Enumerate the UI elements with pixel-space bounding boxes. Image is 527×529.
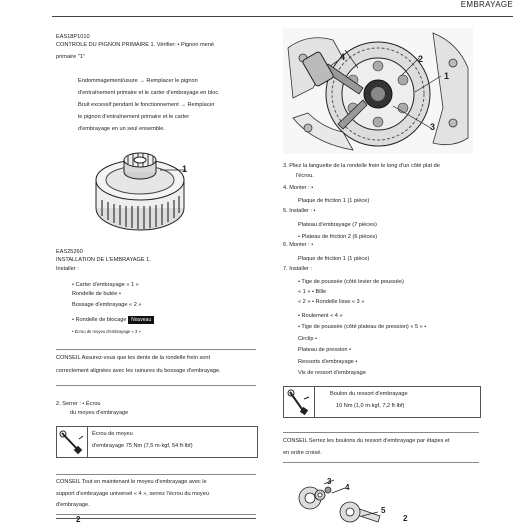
section-title: CONTROLE DU PIGNON PRIMAIRE 1. Vérifier: • Pignon mené — [56, 42, 215, 48]
conseil-text: support d'embrayage universel « 4 », serrez l'écrou du moyeu — [56, 491, 209, 497]
step-7-item: • Tige de poussée (côté plateau de pression) « 5 » • — [298, 324, 427, 330]
page-header-title: EMBRAYAGE — [460, 0, 513, 9]
header-rule — [52, 16, 513, 17]
bottom-callout-2: 2 — [403, 514, 408, 523]
conseil-text: CONSEIL Assurez-vous que les dents de la rondelle frein sont — [56, 355, 211, 361]
conseil-text: correctement alignées avec les rainures du bossage d'embrayage. — [56, 368, 221, 374]
step-7-item: • Tige de poussée (côté levier de poussée) — [298, 279, 404, 285]
conseil-rule — [56, 474, 256, 475]
step-3: 3. Pliez la languette de la rondelle frein le long d'un côté plat de — [283, 163, 440, 169]
callout-1: 1 — [444, 71, 450, 81]
conseil-text: d'embrayage. — [56, 502, 90, 508]
next-box-top — [56, 518, 256, 529]
step-4-item: Plaque de friction 1 (1 pièce) — [298, 198, 370, 204]
callout-1: 1 — [182, 164, 188, 174]
step-7-item: Plateau de pression • — [298, 347, 351, 353]
install-item: Rondelle de butée • — [72, 291, 121, 297]
step-5-item: Plateau d'embrayage (7 pièces) — [298, 222, 377, 228]
step-7: 7. Installer : — [283, 266, 312, 272]
damage-line: d'entraînement primaire et le carter d'embrayage en bloc. — [78, 90, 220, 96]
step-7-item: « 1 » • Bille — [298, 289, 327, 295]
step-7-item: • Roulement « 4 » — [298, 313, 343, 319]
lock-washer-item — [72, 317, 154, 324]
step-3-cont: l'écrou. — [296, 173, 314, 179]
conseil-rule — [283, 432, 479, 433]
push-rod-parts-illustration — [290, 476, 420, 525]
damage-line: d'embrayage en un seul ensemble. — [78, 126, 165, 132]
tighten-step: 2. Serrer : • Écrou — [56, 401, 101, 407]
callout-4: 4 — [340, 52, 346, 62]
callout-2: 2 — [418, 54, 424, 64]
conseil-text: CONSEIL Tout en maintenant le moyeu d'embrayage avec le — [56, 479, 207, 485]
conseil-rule — [56, 349, 256, 350]
step-4: 4. Monter : • — [283, 185, 314, 191]
step-6-item: Plaque de friction 1 (1 pièce) — [298, 256, 370, 262]
step-7-item: Ressorts d'embrayage • — [298, 359, 358, 365]
torque-wrench-cell — [284, 387, 315, 417]
step-5-item: • Plateau de friction 2 (6 pièces) — [298, 234, 378, 240]
torque-wrench-cell — [57, 427, 88, 457]
torque-spec-name: Boulon du ressort d'embrayage — [330, 391, 408, 397]
lock-washer-label: • Rondelle de blocage — [72, 317, 127, 323]
new-part-badge: Nouveau — [128, 316, 154, 324]
clutch-holder-illustration — [283, 28, 473, 154]
step-7-item: « 2 » • Rondelle lisse « 3 » — [298, 299, 365, 305]
step-7-item: Circlip • — [298, 336, 318, 342]
torque-spec-name: Écrou de moyeu — [92, 431, 133, 437]
install-label: Installer : — [56, 266, 79, 272]
conseil-rule — [283, 462, 479, 463]
conseil-text: CONSEIL Serrez les boulons du ressort d'embrayage par étapes et — [283, 438, 450, 444]
bottom-callout-5: 5 — [381, 506, 386, 515]
install-item-small: • Écrou de moyeu d'embrayage « 3 » — [72, 329, 141, 334]
torque-wrench-icon — [284, 387, 314, 417]
bottom-callout-3: 3 — [327, 477, 332, 486]
bottom-callout-4: 4 — [345, 483, 350, 492]
conseil-rule — [56, 514, 256, 515]
section-code: EAS18P1010 — [56, 34, 90, 40]
section-title: INSTALLATION DE L'EMBRAYAGE 1. — [56, 257, 151, 263]
step-7-item: Vis de ressort d'embrayage — [298, 370, 366, 376]
torque-spec-value: d'embrayage 75 Nm (7,5 m·kgf, 54 ft·lbf) — [92, 443, 193, 449]
step-6: 6. Monter : • — [283, 242, 314, 248]
damage-line: Bruit excessif pendant le fonctionnement → Remplacer — [78, 102, 215, 108]
conseil-rule — [56, 385, 256, 386]
section-title-cont: primaire "1" — [56, 54, 85, 60]
bottom-callout: 2 — [76, 515, 81, 524]
callout-3: 3 — [430, 122, 436, 132]
tighten-step-cont: du moyeu d'embrayage — [70, 410, 129, 416]
damage-line: le pignon d'entraînement primaire et le carter — [78, 114, 190, 120]
damage-notes — [78, 78, 220, 133]
step-5: 5. Installer : • — [283, 208, 316, 214]
conseil-text: en ordre croisé. — [283, 450, 322, 456]
install-item: • Carter d'embrayage « 1 » — [72, 282, 139, 288]
torque-wrench-icon — [57, 427, 87, 457]
section-code: EAS25260 — [56, 249, 83, 255]
torque-spec-value: 10 Nm (1,0 m·kgf, 7,2 ft·lbf) — [336, 403, 405, 409]
damage-line: Endommagement/usure → Remplacer le pignon — [78, 78, 198, 84]
install-item: Bossage d'embrayage « 2 » — [72, 302, 142, 308]
torque-spec-box — [56, 426, 258, 458]
clutch-housing-illustration — [88, 150, 208, 242]
